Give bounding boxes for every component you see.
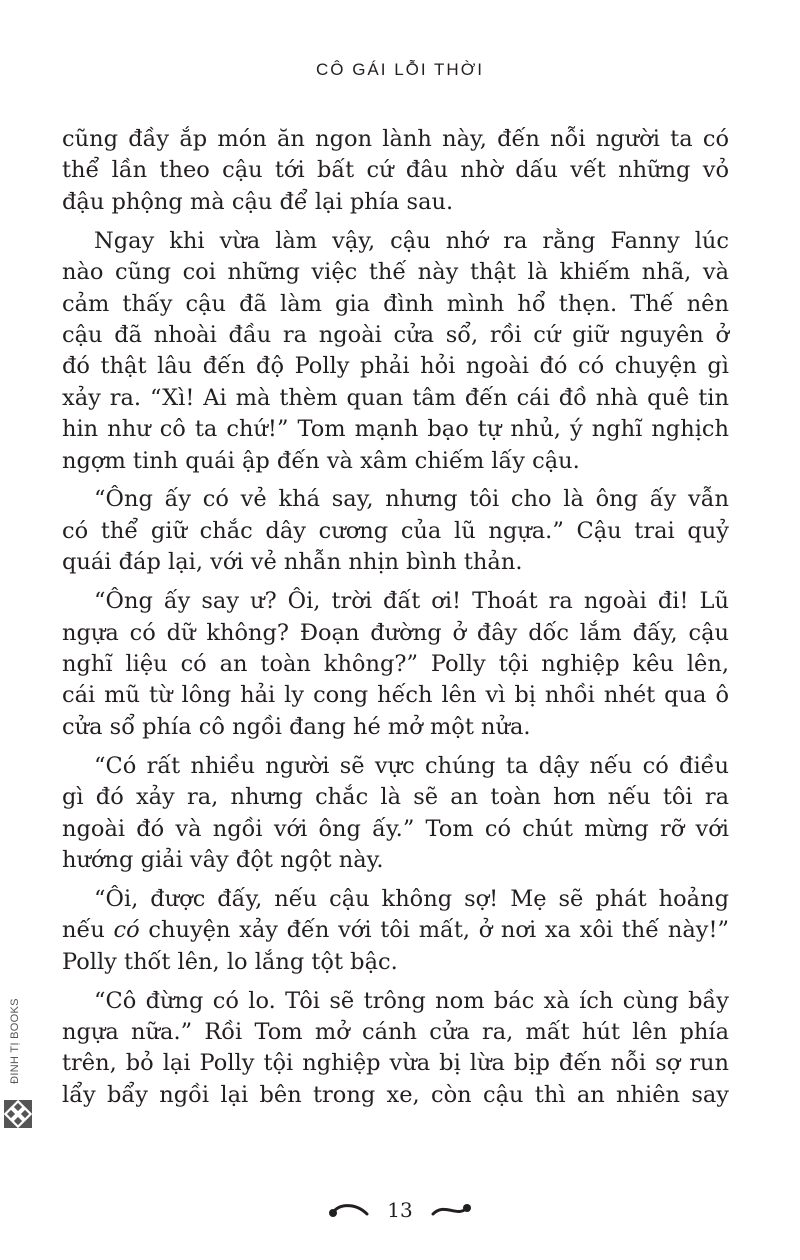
text-line-content: gì đó xảy ra, nhưng chắc là sẽ an toàn hơn nếu tôi ra bbox=[62, 784, 729, 811]
text-line-content: nghĩ liệu có an toàn không?” Polly tội nghiệp kêu lên, bbox=[62, 651, 729, 677]
left-swash-ornament-icon bbox=[327, 1200, 373, 1220]
text-line bbox=[62, 226, 729, 257]
text-line bbox=[62, 289, 729, 320]
text-line-content: lẩy bẩy ngồi lại bên trong xe, còn cậu thì an nhiên say bbox=[62, 1081, 729, 1108]
text-line bbox=[62, 124, 729, 155]
right-swash-ornament-icon bbox=[427, 1200, 473, 1220]
text-line-content bbox=[62, 917, 729, 943]
text-segment: nếu bbox=[62, 917, 114, 944]
text-line-content: nào cũng coi những việc thế này thật là khiếm nhã, và bbox=[62, 259, 729, 286]
text-line bbox=[62, 1048, 729, 1079]
text-line-content: có thể giữ chắc dây cương của lũ ngựa.” Cậu trai quỷ bbox=[62, 517, 729, 544]
page-footer bbox=[0, 1198, 800, 1222]
text-line-content: “Ông ấy có vẻ khá say, nhưng tôi cho là ông ấy vẫn bbox=[94, 486, 729, 513]
text-line bbox=[62, 320, 729, 351]
text-line-content: cái mũ từ lông hải ly cong hếch lên vì bị nhồi nhét qua ô bbox=[62, 682, 729, 709]
text-line bbox=[62, 155, 729, 186]
text-line-content: ngợm tinh quái ập đến và xâm chiếm lấy cậu. bbox=[62, 447, 580, 474]
text-line-content: cũng đầy ắp món ăn ngon lành này, đến nỗi người ta có bbox=[62, 126, 729, 152]
paragraph bbox=[62, 751, 729, 877]
text-line bbox=[62, 680, 729, 711]
text-line-content: Polly thốt lên, lo lắng tột bậc. bbox=[62, 948, 398, 975]
text-line-content: cậu đã nhoài đầu ra ngoài cửa sổ, rồi cứ giữ nguyên ở bbox=[62, 321, 729, 348]
text-line bbox=[62, 915, 729, 946]
text-line bbox=[62, 516, 729, 547]
text-line bbox=[62, 1080, 729, 1111]
text-line bbox=[62, 187, 729, 218]
text-line bbox=[62, 351, 729, 382]
text-line bbox=[62, 712, 729, 743]
text-line-content: ngựa có dữ không? Đoạn đường ở đây dốc lắm đấy, cậu bbox=[62, 619, 729, 646]
text-line bbox=[62, 383, 729, 414]
text-line-content: “Cô đừng có lo. Tôi sẽ trông nom bác xà ích cùng bầy bbox=[94, 987, 729, 1014]
text-line-content: trên, bỏ lại Polly tội nghiệp vừa bị lừa bịp đến nỗi sợ run bbox=[62, 1050, 729, 1077]
text-line bbox=[62, 484, 729, 515]
text-line bbox=[62, 446, 729, 477]
publisher-mark bbox=[4, 998, 30, 1133]
text-line bbox=[62, 751, 729, 782]
text-line bbox=[62, 986, 729, 1017]
paragraph bbox=[62, 586, 729, 743]
text-line bbox=[62, 1017, 729, 1048]
paragraph bbox=[62, 124, 729, 218]
body-text bbox=[62, 124, 729, 1119]
paragraph bbox=[62, 884, 729, 978]
text-line-content: thể lần theo cậu tới bất cứ đâu nhờ dấu vết những vỏ bbox=[62, 157, 729, 184]
italic-word: có bbox=[113, 917, 140, 944]
text-line-content: ngựa nữa.” Rồi Tom mở cánh cửa ra, mất hút lên phía bbox=[62, 1018, 729, 1045]
text-line bbox=[62, 414, 729, 445]
text-line-content: hin như cô ta chứ!” Tom mạnh bạo tự nhủ, ý nghĩ nghịch bbox=[62, 416, 729, 443]
text-line bbox=[62, 547, 729, 578]
text-line bbox=[62, 649, 729, 680]
text-line bbox=[62, 814, 729, 845]
running-header: CÔ GÁI LỖI THỜI bbox=[315, 60, 484, 79]
text-line-content: đó thật lâu đến độ Polly phải hỏi ngoài đó có chuyện gì bbox=[62, 353, 729, 380]
paragraph bbox=[62, 484, 729, 578]
text-line-content: “Ôi, được đấy, nếu cậu không sợ! Mẹ sẽ phát hoảng bbox=[94, 885, 729, 912]
text-line-content: đậu phộng mà cậu để lại phía sau. bbox=[62, 188, 454, 215]
text-line bbox=[62, 845, 729, 876]
text-line bbox=[62, 257, 729, 288]
publisher-name: ĐINH TỊ BOOKS bbox=[9, 998, 21, 1084]
publisher-logo-icon bbox=[4, 1100, 32, 1128]
text-line bbox=[62, 782, 729, 813]
paragraph bbox=[62, 986, 729, 1112]
text-segment: chuyện xảy đến với tôi mất, ở nơi xa xôi thế này!” bbox=[139, 917, 729, 944]
text-line-content: xảy ra. “Xì! Ai mà thèm quan tâm đến cái đồ nhà quê tin bbox=[62, 384, 729, 411]
text-line-content: quái đáp lại, với vẻ nhẫn nhịn bình thản. bbox=[62, 549, 523, 576]
text-line bbox=[62, 947, 729, 978]
text-line-content: hướng giải vây đột ngột này. bbox=[62, 846, 384, 873]
text-line-content: “Ông ấy say ư? Ôi, trời đất ơi! Thoát ra ngoài đi! Lũ bbox=[94, 588, 729, 615]
page-number: 13 bbox=[387, 1198, 413, 1222]
text-line bbox=[62, 884, 729, 915]
text-line-content: Ngay khi vừa làm vậy, cậu nhớ ra rằng Fanny lúc bbox=[94, 227, 729, 254]
text-line-content: cảm thấy cậu đã làm gia đình mình hổ thẹn. Thế nên bbox=[62, 290, 729, 317]
text-line bbox=[62, 618, 729, 649]
text-line bbox=[62, 586, 729, 617]
text-line-content: “Có rất nhiều người sẽ vực chúng ta dậy nếu có điều bbox=[94, 752, 729, 779]
text-line-content: ngoài đó và ngồi với ông ấy.” Tom có chút mừng rỡ với bbox=[62, 815, 729, 842]
text-line-content: cửa sổ phía cô ngồi đang hé mở một nửa. bbox=[62, 713, 531, 740]
paragraph bbox=[62, 226, 729, 477]
